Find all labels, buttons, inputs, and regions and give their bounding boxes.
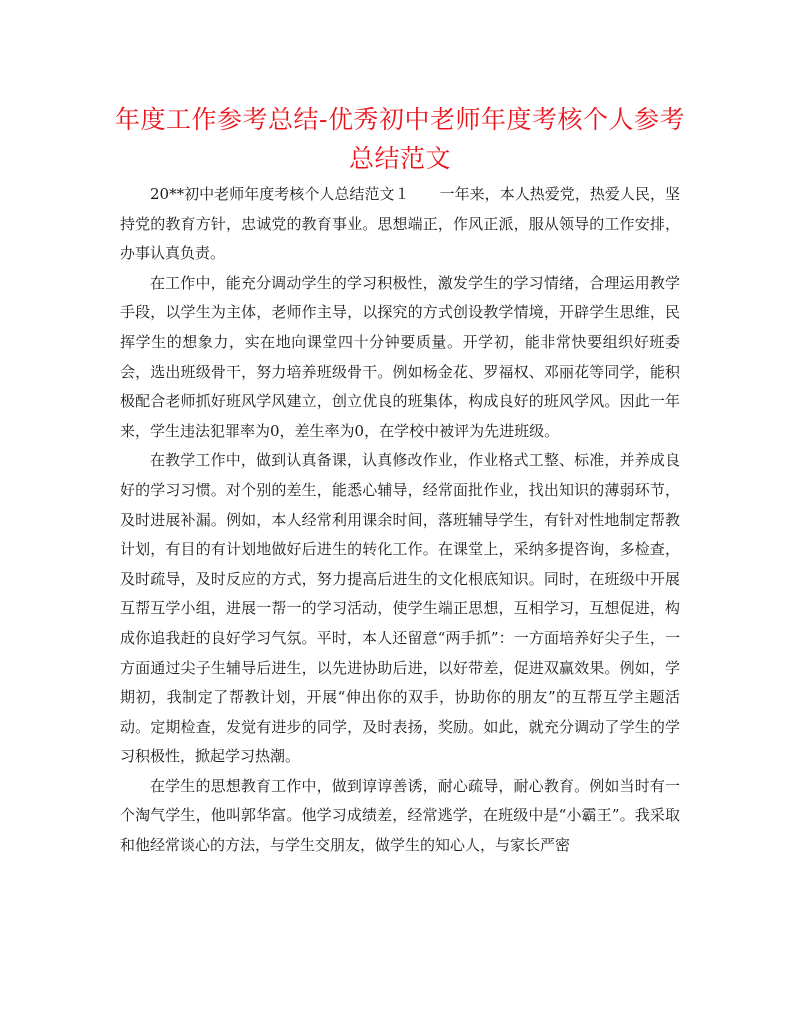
paragraph-2: 在工作中，能充分调动学生的学习积极性，激发学生的学习情绪，合理运用教学手段，以学生为主体，老师作主导，以探究的方式创设教学情境，开辟学生思维，民挥学生的想象力，实在地向课堂四十分钟要质量。开学初，能非常快要组织好班委会，选出班级骨干，努力培养班级骨干。例如杨金花、罗福权、邓丽花等同学，能积极配合老师抓好班风学风建立，创立优良的班集体，构成良好的班风学风。因此一年来，学生违法犯罪率为0，差生率为0，在学校中被评为先进班级。 [120,273,680,440]
paragraph-4: 在学生的思想教育工作中，做到谆谆善诱，耐心疏导，耐心教育。例如当时有一个淘气学生，他叫郭华富。他学习成绩差，经常逃学，在班级中是“小霸王”。我采取和他经常谈心的方法，与学生交朋友，做学生的知心人，与家长严密 [120,776,680,855]
paragraph-3: 在教学工作中，做到认真备课，认真修改作业，作业格式工整、标准，并养成良好的学习习惯。对个别的差生，能悉心辅导，经常面批作业，找出知识的薄弱环节，及时进展补漏。例如，本人经常利用课余时间，落班辅导学生，有针对性地制定帮教计划，有目的有计划地做好后进生的转化工作。在课堂上，采纳多提咨询，多检查，及时疏导，及时反应的方式，努力提高后进生的文化根底知识。同时，在班级中开展互帮互学小组，进展一帮一的学习活动，使学生端正思想，互相学习，互想促进，构成你追我赶的良好学习气氛。平时，本人还留意“两手抓”：一方面培养好尖子生，一方面通过尖子生辅导后进生，以先进协助后进，以好带差，促进双赢效果。例如，学期初，我制定了帮教计划，开展“伸出你的双手，协助你的朋友”的互帮互学主题活动。定期检查，发觉有进步的同学，及时表扬，奖励。如此，就充分调动了学生的学习积极性，掀起学习热潮。 [120,451,680,766]
document-title: 年度工作参考总结-优秀初中老师年度考核个人参考总结范文 [115,105,685,173]
paragraph-1: 20**初中老师年度考核个人总结范文１ 一年来，本人热爱党，热爱人民，坚持党的教育方针，忠诚党的教育事业。思想端正，作风正派，服从领导的工作安排，办事认真负责。 [120,185,680,263]
document-body [120,180,680,861]
